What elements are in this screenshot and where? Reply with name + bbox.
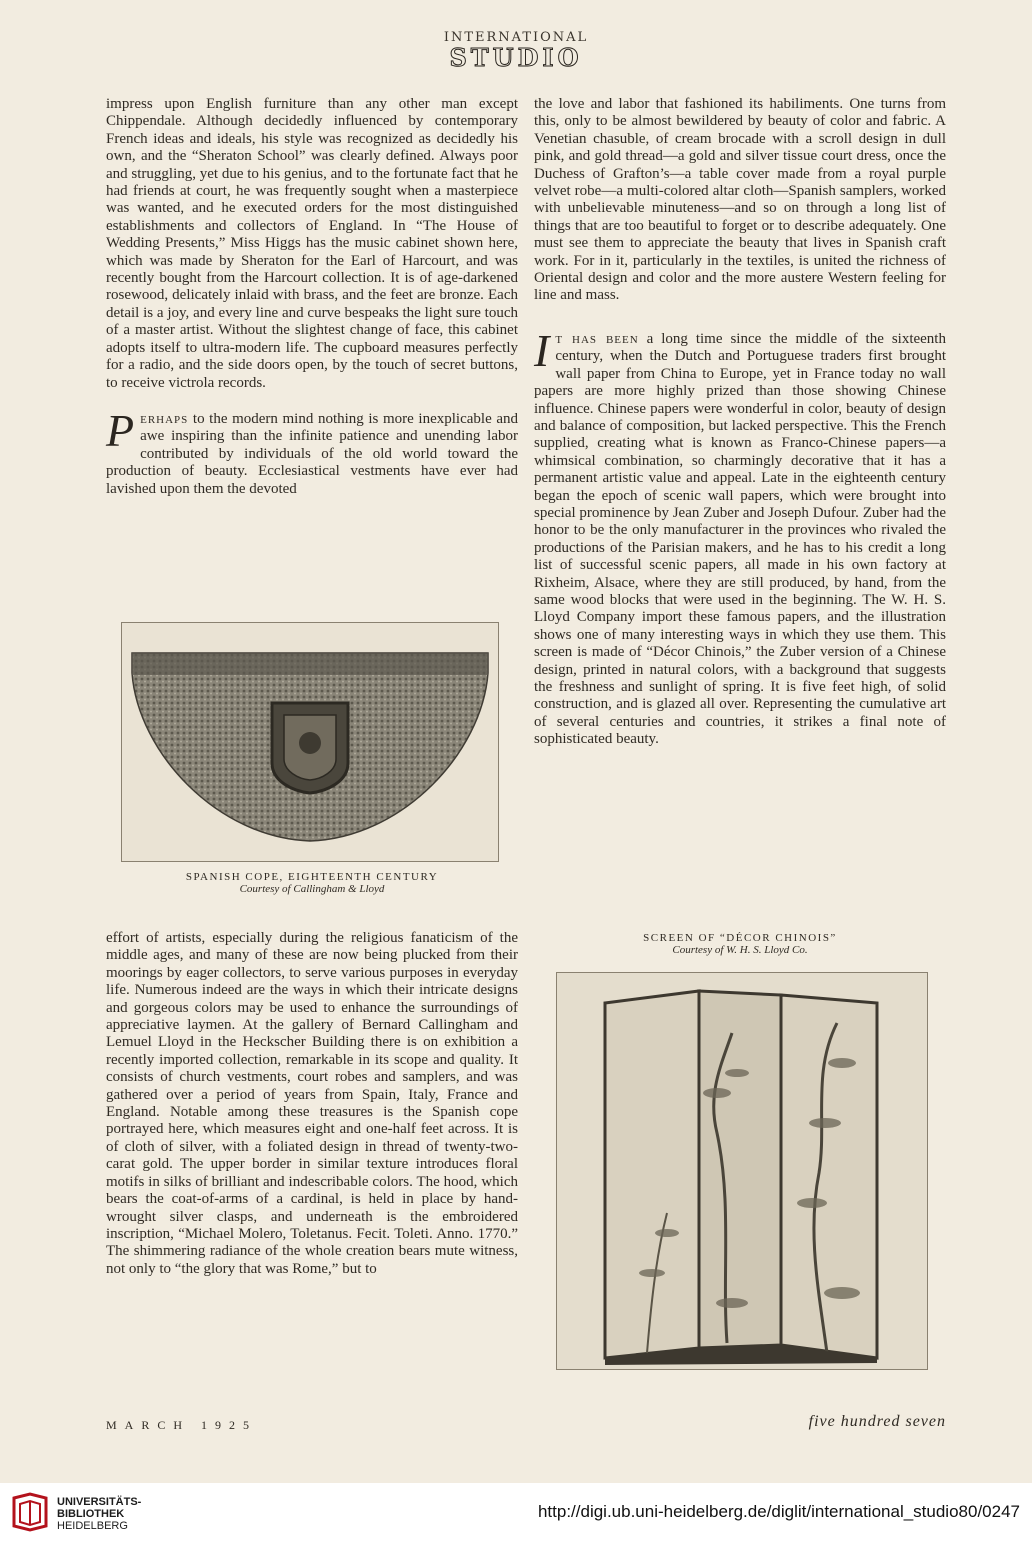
library-line3: HEIDELBERG	[57, 1520, 128, 1532]
source-url-link[interactable]: http://digi.ub.uni-heidelberg.de/diglit/international_studio80/0247	[537, 1502, 1020, 1521]
figure-spanish-cope	[121, 622, 499, 862]
left-column-top	[106, 96, 518, 498]
decor-chinois-screen-image	[557, 973, 927, 1369]
right-column	[534, 96, 946, 749]
masthead-line2: STUDIO	[449, 43, 583, 72]
caption-spanish-cope-title: SPANISH COPE, EIGHTEENTH CENTURY	[185, 871, 439, 883]
caption-spanish-cope	[106, 871, 518, 895]
left-paragraph-2-text: to the modern mind nothing is more inexplicable and awe inspiring than the infinite patience and unending labor contributed by individuals of the old world toward the production of beauty. Ecclesiastical vestments have ever had lavished upon them the devoted	[106, 410, 518, 497]
caption-screen-title: SCREEN OF “DÉCOR CHINOIS”	[643, 932, 837, 944]
right-paragraph-1: the love and labor that fashioned its habiliments. One turns from this, only to be almost bewildered by beauty of color and fabric. A Venetian chasuble, of cream brocade with a scroll design in dull pink, and gold thread—a gold and silver tissue court dress, once the Duchess of Grafton’s—a table cover made from a royal purple velvet robe—a multi-colored altar cloth—Spanish samplers, worked with unbelievable minuteness—and so on through a long list of things that are too beautiful to forget or to describe adequately. One must see them to appreciate the beauty that lives in Spanish craft work. For in it, particularly in the textiles, is united the richness of Oriental design and color and the more austere Western feeling for line and mass.	[534, 96, 946, 304]
dropcap-i: I	[534, 324, 550, 376]
right-paragraph-2-text: a long time since the middle of the sixteenth century, when the Dutch and Portuguese traders first brought wall paper from China to Europe, yet in France today no wall papers are more highly prized than those showing Chinese influence. Chinese papers were wonderful in color, beauty of design and balance of composition, but lacked perspective. This the French supplied, creating what is known as Franco-Chinese papers—a whimsical combination, so charmingly decorative that it has a permanent artistic value and appeal. Late in the eighteenth century began the epoch of scenic wall papers, which were brought into special prominence by Jean Zuber and Joseph Dufour. Zuber had the honor to be the only manufacturer in the provinces who rivaled the productions of the Parisian makers, and he has to his credit a long list of successful scenic papers, all made in his own factory at Rixheim, Alsace, where they are still produced, by hand, from the same wood blocks that were used in the beginning. The W. H. S. Lloyd Company import these famous papers, and the illustration shows one of many interesting ways in which they use them. This screen is made of “Décor Chinois,” the Zuber version of a Chinese design, printed in natural colors, with a background that suggests the freshness and sunlight of spring. It is five feet high, of solid construction, and is glazed all over. Representing the cumulative art of several centuries and countries, it strikes a final note of sophisticated beauty.	[534, 330, 946, 748]
spanish-cope-image	[122, 623, 498, 861]
dropcap-p: P	[106, 404, 135, 456]
library-line2: BIBLIOTHEK	[57, 1508, 125, 1520]
library-logo-icon	[10, 1492, 50, 1532]
masthead-line1: INTERNATIONAL	[443, 30, 589, 45]
left-paragraph-1: impress upon English furniture than any other man except Chippendale. Although decidedly influenced by contemporary French ideas and ideals, his style was recognized as decidedly his own, and the “Sheraton School” was clearly defined. Always poor and struggling, yet due to his genius, and to the fortunate fact that he had friends at court, he was frequently sought when a masterpiece was wanted, and he executed orders for the most distinguished establishments and collectors of England. In “The House of Wedding Presents,” Miss Higgs has the music cabinet shown here, which was made by Sheraton for the Earl of Harcourt, and was recently bought from the Harcourt collection. It is of age-darkened rosewood, delicately inlaid with brass, and the feet are bronze. Each detail is a joy, and every line and curve bespeaks the light sure touch of a master artist. Without the slightest change of face, this cabinet adopts itself to ultra-modern life. The cupboard measures perfectly for a radio, and the side doors open, by the touch of secret buttons, to receive victrola records.	[106, 96, 518, 391]
caption-screen-credit: Courtesy of W. H. S. Lloyd Co.	[672, 944, 808, 956]
figure-screen	[556, 972, 928, 1370]
caption-screen	[554, 932, 926, 956]
caption-spanish-cope-credit: Courtesy of Callingham & Lloyd	[239, 883, 385, 895]
left-paragraph-3: effort of artists, especially during the religious fanaticism of the middle ages, and many of these are now being plucked from their moorings by eager collectors, to serve various purposes in everyday life. Numerous indeed are the ways in which their intricate designs and gorgeous colors may be used to enhance the surroundings of appreciative laymen. At the gallery of Bernard Callingham and Lemuel Lloyd in the Heckscher Building there is on exhibition a recently imported collection, remarkable in its scope and quality. It consists of church vestments, court robes and samplers, and was gathered over a period of years from Spain, Italy, France and England. Notable among these treasures is the Spanish cope portrayed here, which measures eight and one-half feet across. It is of cloth of silver, with a foliated design in thread of twenty-two-carat gold. The upper border in similar texture introduces floral motifs in silks of brilliant and indescribable colors. The hood, which bears the coat-of-arms of a cardinal, is held in place by hand-wrought silver clasps, and underneath is the embroidered inscription, “Michael Molero, Toletanus. Fecit. Toleti. Anno. 1770.” The shimmering radiance of the whole creation bears mute witness, not only to “the glory that was Rome,” but to	[106, 930, 518, 1277]
footer-page-number: five hundred seven	[808, 1413, 946, 1430]
right-paragraph-2	[534, 324, 946, 749]
left-smallcaps: erhaps	[140, 410, 189, 427]
right-smallcaps: t has been	[555, 330, 639, 347]
library-name	[57, 1496, 141, 1532]
footer-date: MARCH 1925	[106, 1418, 258, 1432]
left-column-bottom	[106, 930, 518, 1278]
masthead	[0, 30, 1032, 72]
left-paragraph-2	[106, 404, 518, 498]
library-line1: UNIVERSITÄTS-	[57, 1496, 142, 1508]
